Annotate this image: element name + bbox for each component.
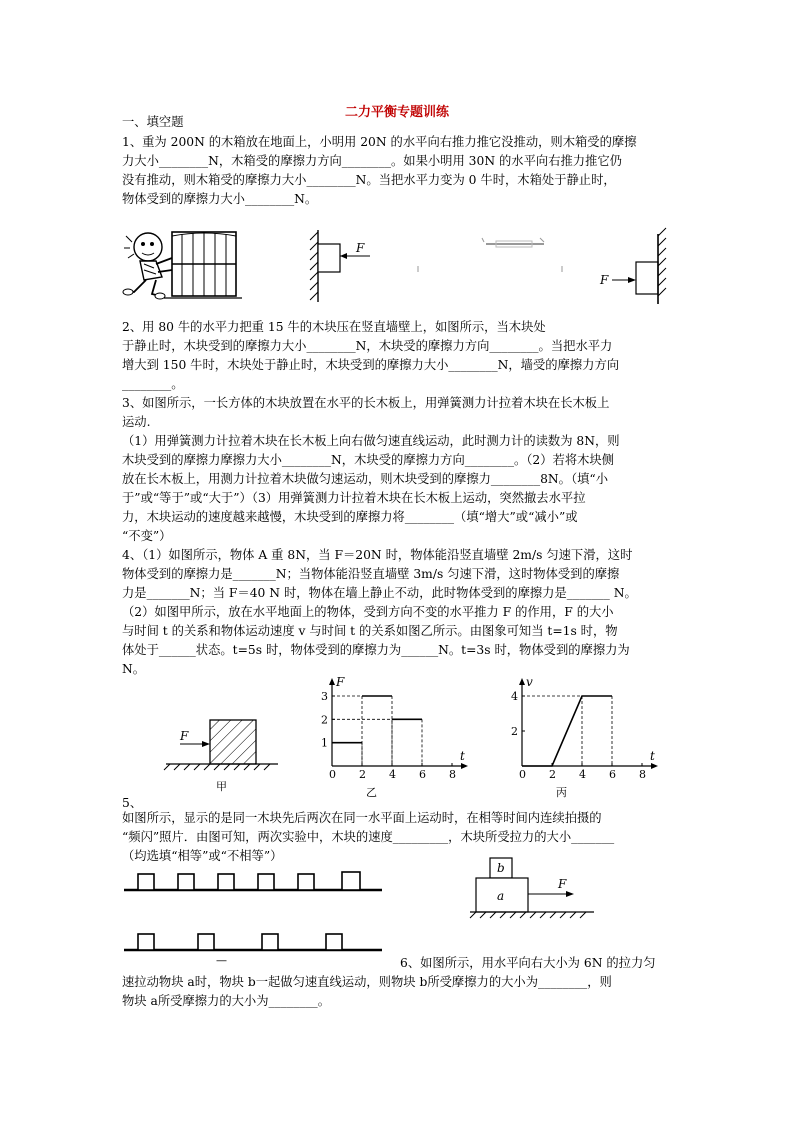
- q2-line4: ________。: [122, 377, 184, 391]
- q3-line2: 运动.: [122, 415, 151, 429]
- block-b-label: b: [497, 861, 505, 875]
- q1-line4: 物体受到的摩擦力大小________N。: [122, 192, 318, 206]
- x-axis-label: t: [460, 749, 465, 763]
- q5-line2: 如图所示，显示的是同一木块先后两次在同一水平面上运动时，在相等时间内连续拍摄的: [122, 811, 602, 825]
- y-axis-label: v: [526, 675, 533, 689]
- q1-line3: 没有推动，则木箱受的摩擦力大小________N。当把水平力变为 0 牛时，木箱处于静止时，: [122, 173, 616, 187]
- force-label: F: [356, 241, 365, 255]
- x-axis-arrow: [651, 763, 658, 769]
- q2-line3: 增大到 150 牛时，木块处于静止时，木块受到的摩擦力大小________N，墙受的摩擦力方向: [122, 358, 620, 372]
- boy-pushing-crate-figure: [123, 232, 242, 299]
- y-axis-arrow: [329, 678, 335, 685]
- q4-line3: 力是_______N；当 F＝40 N 时，物体在墙上静止不动，此时物体受到的摩擦力是_______ N。: [122, 586, 637, 600]
- x-tick-label: 0: [519, 768, 526, 781]
- y-tick-label: 3: [321, 690, 328, 703]
- force-label-2: F: [600, 273, 609, 287]
- x-tick-label: 8: [449, 768, 456, 781]
- caption-jia: 甲: [216, 780, 227, 793]
- chart-caption: 丙: [556, 786, 567, 799]
- block-a-label: a: [497, 889, 505, 903]
- figure-jia: [160, 700, 290, 796]
- q4-line5: 与时间 t 的关系和物体运动速度 v 与时间 t 的关系如图乙所示。由图象可知当 t=1s 时，物: [122, 624, 618, 638]
- y-axis-label: F: [336, 675, 345, 689]
- ab-force-label: F: [558, 877, 567, 891]
- q3-line3: （1）用弹簧测力计拉着木块在长木板上向右做匀速直线运动，此时测力计的读数为 8N，则: [122, 434, 620, 448]
- q3-line5: 放在长木板上，用测力计拉着木块做匀速运动，则木块受到的摩擦力________8N。（填“小: [122, 472, 609, 486]
- y-tick-label: 4: [511, 690, 518, 703]
- chart-bing: [500, 668, 660, 798]
- x-axis-label: t: [650, 749, 655, 763]
- q3-line6: 于”或“等于”或“大于”）（3）用弹簧测力计拉着木块在长木板上运动，突然撤去水平拉: [122, 491, 586, 505]
- wall-block-figure: [310, 230, 370, 302]
- block-wall-right-figure: [599, 228, 666, 304]
- q4-line1: 4、（1）如图所示，物体 A 重 8N，当 F＝20N 时，物体能沿竖直墙壁 2m/s 匀速下滑，这时: [122, 548, 633, 562]
- q5-line3: “频闪”照片．由图可知，两次实验中，木块的速度_________，木块所受拉力的大小_______: [122, 830, 615, 844]
- x-tick-label: 4: [389, 768, 396, 781]
- q3-line7: 力，木块运动的速度越来越慢，木块受到的摩擦力将________（填“增大”或“减小”或: [122, 510, 578, 524]
- data-line-v: [522, 696, 612, 766]
- q6-line2: 速拉动物块 a时，物块 b一起做匀速直线运动，则物块 b所受摩擦力的大小为________，则: [122, 975, 612, 989]
- q1-line2: 力大小________N，木箱受的摩擦力方向________。如果小明用 30N 的水平向右推力推它仍: [122, 154, 622, 168]
- strobe-photos-figure: [120, 868, 390, 968]
- x-tick-label: 0: [329, 768, 336, 781]
- x-tick-label: 8: [639, 768, 646, 781]
- x-tick-label: 2: [549, 768, 556, 781]
- x-tick-label: 4: [579, 768, 586, 781]
- q4-line2: 物体受到的摩擦力是_______N；当物体能沿竖直墙壁 3m/s 匀速下滑，这时物体受到的摩擦: [122, 567, 620, 581]
- q3-line4: 木块受到的摩擦力摩擦力大小________N，木块受的摩擦力方向________。（2）若将木块侧: [122, 453, 615, 467]
- q4-line4: （2）如图甲所示，放在水平地面上的物体，受到方向不变的水平推力 F 的作用，F 的大小: [122, 605, 614, 619]
- q6-line3: 物块 a所受摩擦力的大小为________。: [122, 994, 330, 1008]
- q3-line8: “不变”）: [122, 529, 172, 543]
- y-tick-label: 2: [321, 713, 328, 727]
- spring-scale-figure: [418, 238, 562, 272]
- y-tick-label: 1: [321, 736, 328, 750]
- figure-row-1: [120, 222, 680, 308]
- x-tick-label: 2: [359, 768, 366, 781]
- page-title: 二力平衡专题训练: [344, 105, 449, 120]
- chart-caption: 乙: [366, 786, 377, 799]
- q3-line1: 3、如图所示，一长方体的木块放置在水平的长木板上，用弹簧测力计拉着木块在长木板上: [122, 396, 610, 410]
- q1-line1: 1、重为 200N 的木箱放在地面上，小明用 20N 的水平向右推力推它没推动，则木箱受的摩擦: [122, 135, 637, 149]
- q2-line2: 于静止时，木块受到的摩擦力大小________N，木块受的摩擦力方向________。当把水平力: [122, 339, 613, 353]
- strobe-dash: —: [216, 954, 227, 967]
- q4-line6: 体处于______状态。t=5s 时，物体受到的摩擦力为______N。t=3s 时，物体受到的摩擦力为: [122, 643, 630, 657]
- x-tick-label: 6: [609, 768, 616, 781]
- y-tick-label: 2: [511, 725, 518, 738]
- q5-line4: （均选填“相等”或“不相等”）: [122, 849, 283, 863]
- q5-line1: 5、: [122, 796, 143, 810]
- q2-line1: 2、用 80 牛的水平力把重 15 牛的木块压在竖直墙壁上，如图所示，当木块处: [122, 320, 546, 334]
- section-heading: 一、填空题: [122, 115, 184, 129]
- chart-yi: [310, 668, 470, 798]
- q6-line1: 6、如图所示，用水平向右大小为 6N 的拉力匀: [400, 956, 656, 970]
- x-axis-arrow: [461, 763, 468, 769]
- x-tick-label: 6: [419, 768, 426, 781]
- y-axis-arrow: [519, 678, 525, 685]
- q4-line7: N。: [122, 662, 146, 676]
- stacked-blocks-figure: [466, 852, 606, 932]
- jia-force-label: F: [180, 729, 189, 743]
